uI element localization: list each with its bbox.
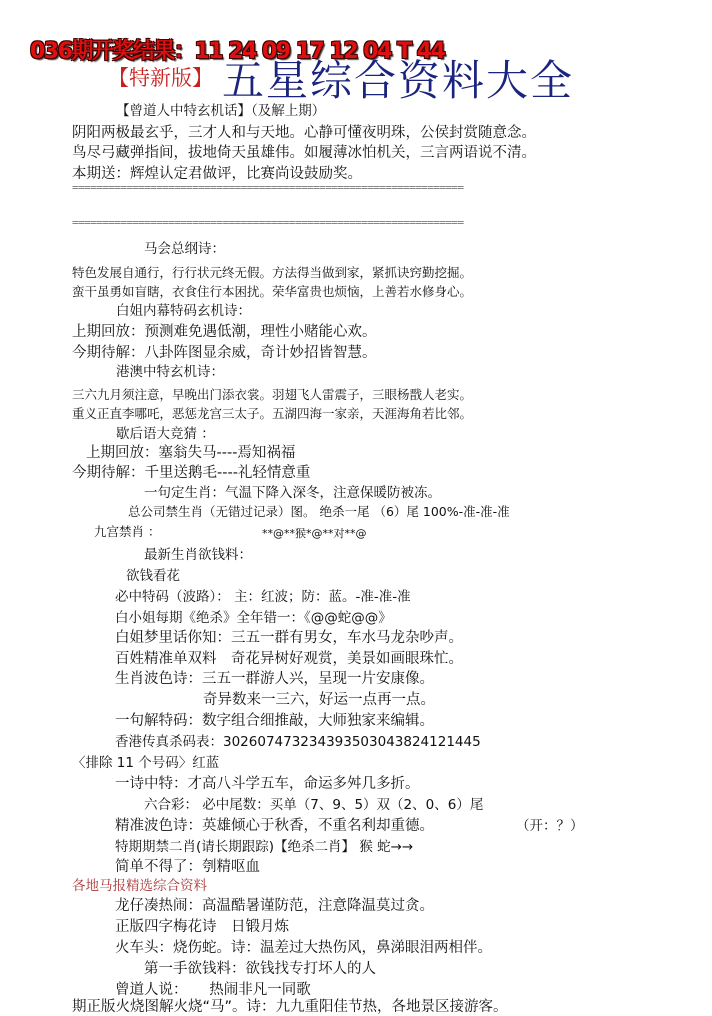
liuhecai-line: 六合彩： 必中尾数：买单（7、9、5）双（2、0、6）尾 [144, 797, 484, 813]
gedi-heading: 各地马报精选综合资料 [72, 878, 207, 894]
jiangqi-line: 特期期禁二肖(请长期跟踪)【绝杀二肖】 猴 蛇→→ [115, 839, 414, 855]
mahui-heading: 马会总纲诗： [144, 241, 225, 257]
zeng-line-3: 本期送：辉煌认定君做评，比赛尚设鼓励奖。 [72, 166, 362, 182]
xiehouyu-last: 上期回放：塞翁失马----焉知祸福 [86, 445, 296, 461]
mahui-line-1: 特色发展自通行，行行状元终无假。方法得当做到家，紧抓诀窍勤挖掘。 [72, 265, 473, 280]
huoshao-line: 期正版火烧图解火烧“马”。诗：九九重阳佳节热，各地景区接游客。 [72, 999, 508, 1015]
baijie-current: 今期待解：八卦阵图显余威，奇计妙招皆智慧。 [72, 345, 377, 361]
zonggongsi-line: 总公司禁生肖（无错过记录）图。 绝杀一尾 （6）尾 100%-准-准-准 [128, 504, 510, 519]
kai-line: （开：？） [516, 818, 584, 834]
xiehouyu-heading: 歇后语大竞猜 ： [116, 426, 215, 442]
zeng-line-1: 阴阳两极最玄乎，三才人和与天地。心静可懂夜明珠，公侯封赏随意念。 [72, 125, 536, 141]
baijie-heading: 白姐内幕特码玄机诗： [116, 303, 251, 319]
jingzhun-line: 精准波色诗：英雄倾心于秋香，不重名利却重德。 [115, 818, 434, 834]
sizi-line: 正版四字梅花诗 日锻月炼 [115, 919, 289, 935]
mahui-line-2: 蛮干虽勇如盲瞎，衣食住行本困扰。荣华富贵也烦恼，上善若水修身心。 [72, 284, 473, 299]
chuanzhen-line: 香港传真杀码表：30260747323439350304382412144​5 [115, 734, 481, 750]
page-title: 五星综合资料大全 [222, 56, 575, 105]
edition-badge: 【特新版】 [108, 66, 213, 90]
zeng-line-2: 鸟尽弓藏弹指间，拔地倚天虽雄伟。如履薄冰怕机关，三言两语说不清。 [72, 145, 536, 161]
jiandan-line: 简单不得了：刳精呕血 [115, 859, 260, 875]
xiehouyu-current: 今期待解：千里送鹅毛----礼轻情意重 [72, 465, 311, 481]
baixing-line: 百姓精准单双料 奇花异树好观赏，美景如画眼珠忙。 [115, 651, 463, 667]
mengli-line: 白姐梦里话你知：三五一群有男女，车水马龙杂吵声。 [115, 630, 463, 646]
bizhong-label: 必中特码（波路）： [115, 589, 230, 605]
separator-1: ================================================================= [72, 181, 464, 194]
jiugong-label: 九宫禁肖 ： [94, 524, 161, 539]
yiju-dingshengxiao: 一句定生肖：气温下降入深冬，注意保暖防被冻。 [144, 485, 441, 501]
yishi-line: 一诗中特：才高八斗学五车，命运多舛几多折。 [115, 776, 420, 792]
paichu-line: 〈排除 11 个号码〉红蓝 [72, 755, 220, 771]
bizhong-line [115, 585, 411, 605]
bizhong-value: 主：红波；防：蓝。-准-准-准 [234, 589, 411, 605]
gangao-line-1: 三六九月须注意，早晚出门添衣裳。羽翅飞人雷震子，三眼杨戬人老实。 [72, 387, 473, 402]
boseshi-line-2: 奇异数来一三六，好运一点再一点。 [203, 692, 435, 708]
yuqian-kanhua: 欲钱看花 [126, 568, 180, 584]
jiugong-value: **@**猴*@**对**@ [262, 527, 367, 540]
zeng-heading: 【曾道人中特玄机话】（及解上期） [116, 103, 326, 119]
boseshi-line: 生肖波色诗：三五一群游人兴，呈现一片安康像。 [115, 671, 434, 687]
zuixin-heading: 最新生肖欲钱料： [144, 547, 252, 563]
gangao-heading: 港澳中特玄机诗： [116, 364, 224, 380]
baixiaojie-line: 白小姐每期《绝杀》全年错一：《@@蛇@@》 [115, 610, 392, 626]
draw-result-banner: 036期开奖结果：11 24 09 17 12 04 T 44 [30, 39, 445, 64]
yijujie-line: 一句解特码：数字组合细推敲，大师独家来编辑。 [115, 713, 434, 729]
separator-2: ================================================================= [72, 216, 464, 229]
longzai-line: 龙仔凑热闹：高温酷暑谨防范，注意降温莫过贪。 [115, 898, 434, 914]
gangao-line-2: 重义正直李哪吒，恶惩龙宫三太子。五湖四海一家亲，天涯海角若比邻。 [72, 406, 473, 421]
zengdao-line: 曾道人说： 热闹非凡一同歌 [115, 982, 311, 998]
baijie-last: 上期回放：预测难免遇低潮，理性小赌能心欢。 [72, 324, 377, 340]
diyishou-line: 第一手欲钱料：欲钱找专打坏人的人 [144, 961, 376, 977]
huoche-line: 火车头：烧伤蛇。诗：温差过大热伤风，鼻涕眼泪两相伴。 [115, 940, 492, 956]
